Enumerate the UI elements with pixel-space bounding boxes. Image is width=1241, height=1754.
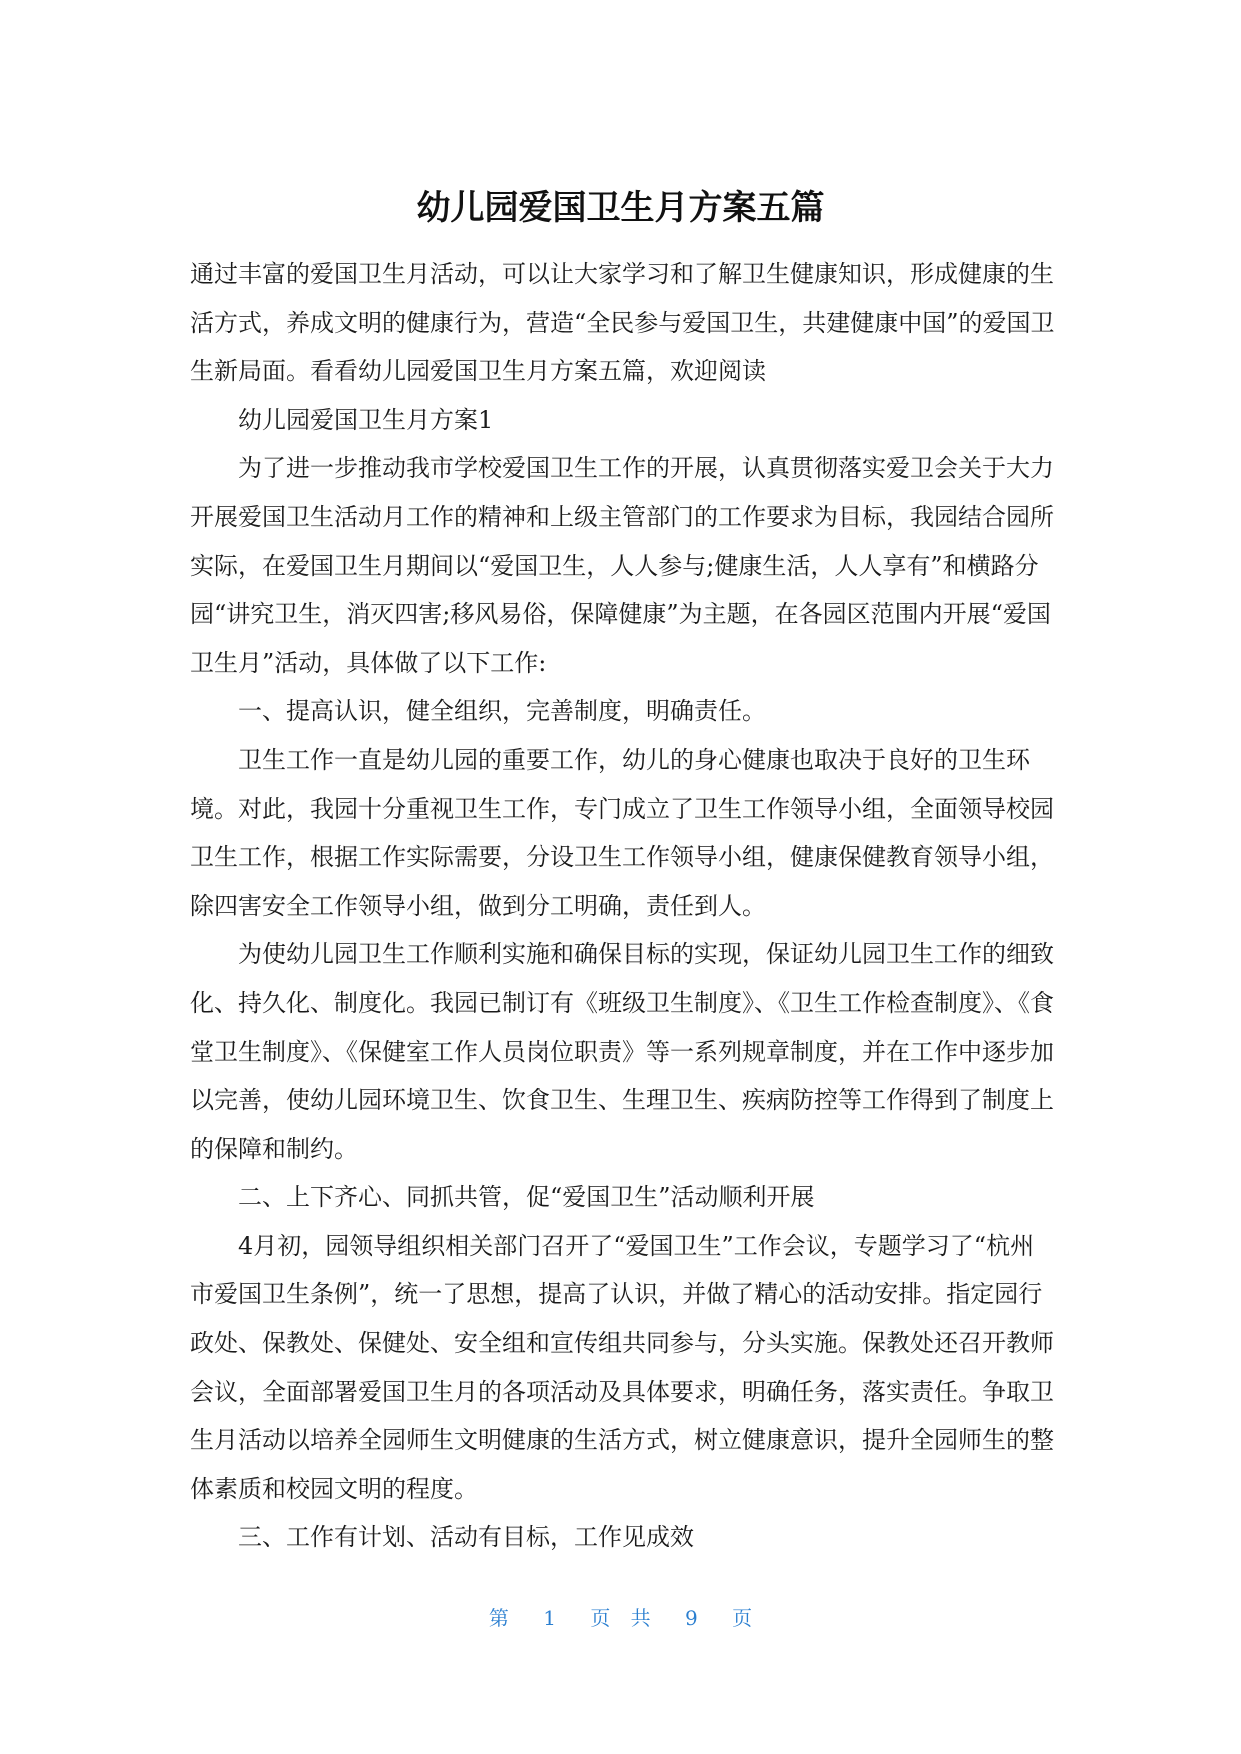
section-heading: 二、上下齐心、同抓共管，促“爱国卫生”活动顺利开展 xyxy=(238,1183,815,1212)
footer-label-total: 页 共 xyxy=(590,1606,651,1630)
section-heading: 一、提高认识，健全组织，完善制度，明确责任。 xyxy=(238,697,766,726)
section-heading: 幼儿园爱国卫生月方案1 xyxy=(238,405,494,434)
body-paragraph: 卫生工作一直是幼儿园的重要工作，幼儿的身心健康也取决于良好的卫生环境。对此，我园十分重视卫生工作，专门成立了卫生工作领导小组，全面领导校园卫生工作，根据工作实际需要，分设卫生工作领导小组，健康保健教育领导小组，除四害安全工作领导小组，做到分工明确，责任到人。 xyxy=(190,745,1054,920)
page-footer xyxy=(0,1604,1241,1632)
document-body xyxy=(190,250,1056,1562)
document-title: 幼儿园爱国卫生月方案五篇 xyxy=(416,188,825,228)
body-paragraph: 4月初，园领导组织相关部门召开了“爱国卫生”工作会议，专题学习了“杭州市爱国卫生条例”，统一了思想，提高了认识，并做了精心的活动安排。指定园行政处、保教处、保健处、安全组和宣传组共同参与，分头实施。保教处还召开教师会议，全面部署爱国卫生月的各项活动及具体要求，明确任务，落实责任。争取卫生月活动以培养全园师生文明健康的生活方式，树立健康意识，提升全园师生的整体素质和校园文明的程度。 xyxy=(190,1231,1054,1503)
intro-paragraph: 通过丰富的爱国卫生月活动，可以让大家学习和了解卫生健康知识，形成健康的生活方式，养成文明的健康行为，营造“全民参与爱国卫生，共建健康中国”的爱国卫生新局面。看看幼儿园爱国卫生月方案五篇，欢迎阅读 xyxy=(190,260,1055,386)
body-paragraph: 为了进一步推动我市学校爱国卫生工作的开展，认真贯彻落实爱卫会关于大力开展爱国卫生活动月工作的精神和上级主管部门的工作要求为目标，我园结合园所实际，在爱国卫生月期间以“爱国卫生，人人参与;健康生活，人人享有”和横路分园“讲究卫生，消灭四害;移风易俗，保障健康”为主题，在各园区范围内开展“爱国卫生月”活动，具体做了以下工作: xyxy=(190,454,1054,677)
section-heading: 三、工作有计划、活动有目标，工作见成效 xyxy=(238,1523,694,1552)
footer-total-pages: 9 xyxy=(685,1606,698,1630)
footer-label-end: 页 xyxy=(732,1606,753,1630)
footer-label-page: 第 xyxy=(488,1606,509,1630)
footer-current-page: 1 xyxy=(543,1606,556,1630)
body-paragraph: 为使幼儿园卫生工作顺利实施和确保目标的实现，保证幼儿园卫生工作的细致化、持久化、制度化。我园已制订有《班级卫生制度》、《卫生工作检查制度》、《食堂卫生制度》、《保健室工作人员岗位职责》等一系列规章制度，并在工作中逐步加以完善，使幼儿园环境卫生、饮食卫生、生理卫生、疾病防控等工作得到了制度上的保障和制约。 xyxy=(190,940,1054,1163)
